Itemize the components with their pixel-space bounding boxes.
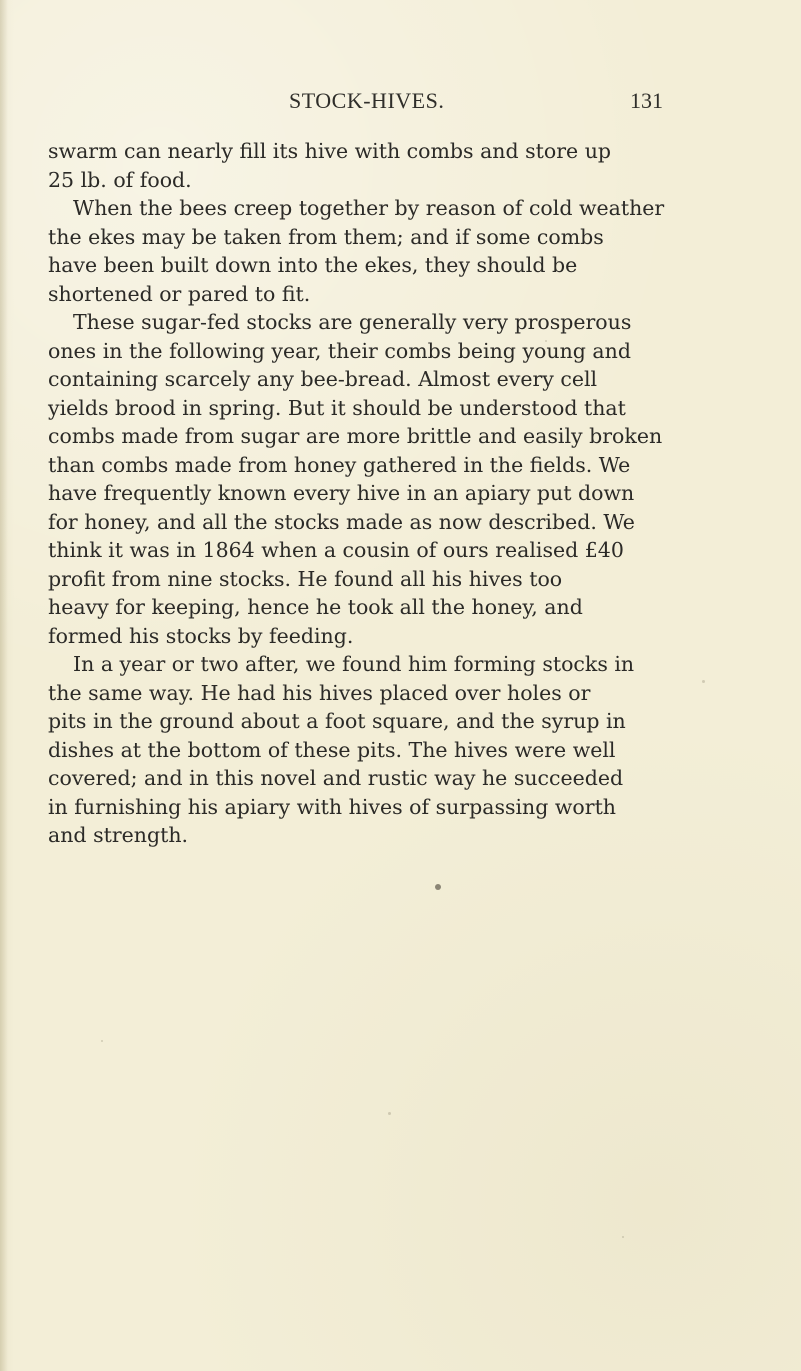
text-line: When the bees creep together by reason of cold weather (73, 196, 665, 220)
text-line: In a year or two after, we found him forming stocks in (73, 652, 635, 676)
text-line: swarm can nearly fill its hive with combs and store up (48, 139, 612, 163)
paper-speck (101, 1040, 103, 1042)
text-line: in furnishing his apiary with hives of surpassing worth (48, 794, 617, 819)
text-line: the same way. He had his hives placed over holes or (48, 680, 591, 705)
page-gutter-shadow (0, 0, 8, 1371)
text-line: containing scarcely any bee-bread. Almost every cell (48, 367, 598, 391)
text-line: covered; and in this novel and rustic way he succeeded (48, 766, 624, 790)
text-line: shortened or pared to fit. (48, 281, 311, 306)
text-line: have been built down into the ekes, they should be (48, 253, 578, 277)
text-line: pits in the ground about a foot square, and the syrup in (48, 709, 626, 733)
text-line: heavy for keeping, hence he took all the honey, and (48, 595, 583, 619)
text-line: the ekes may be taken from them; and if some combs (48, 224, 604, 249)
text-line: than combs made from honey gathered in the fields. We (48, 452, 631, 477)
page-header (0, 88, 801, 114)
text-line: formed his stocks by feeding. (48, 623, 354, 648)
text-line: profit from nine stocks. He found all his hives too (48, 566, 563, 591)
text-line: yields brood in spring. But it should be understood that (48, 395, 626, 420)
text-line: 25 lb. of food. (48, 167, 192, 192)
page-number: 131 (630, 88, 663, 113)
running-head: STOCK-HIVES. (289, 88, 445, 113)
paper-speck (702, 680, 705, 683)
text-line: These sugar-fed stocks are generally very prosperous (73, 310, 632, 334)
text-line: for honey, and all the stocks made as now described. We (48, 509, 635, 534)
bullet-ornament-icon (435, 884, 441, 890)
text-line: and strength. (48, 823, 189, 847)
text-line: combs made from sugar are more brittle and easily broken (48, 424, 663, 448)
paper-speck (622, 1236, 624, 1238)
text-line: think it was in 1864 when a cousin of ours realised £40 (48, 538, 624, 562)
text-line: have frequently known every hive in an apiary put down (48, 481, 635, 505)
body-text (48, 137, 673, 850)
paper-speck (388, 1112, 391, 1115)
text-line: dishes at the bottom of these pits. The hives were well (48, 737, 616, 762)
paper-speck (545, 340, 547, 342)
text-line: ones in the following year, their combs being young and (48, 338, 631, 363)
